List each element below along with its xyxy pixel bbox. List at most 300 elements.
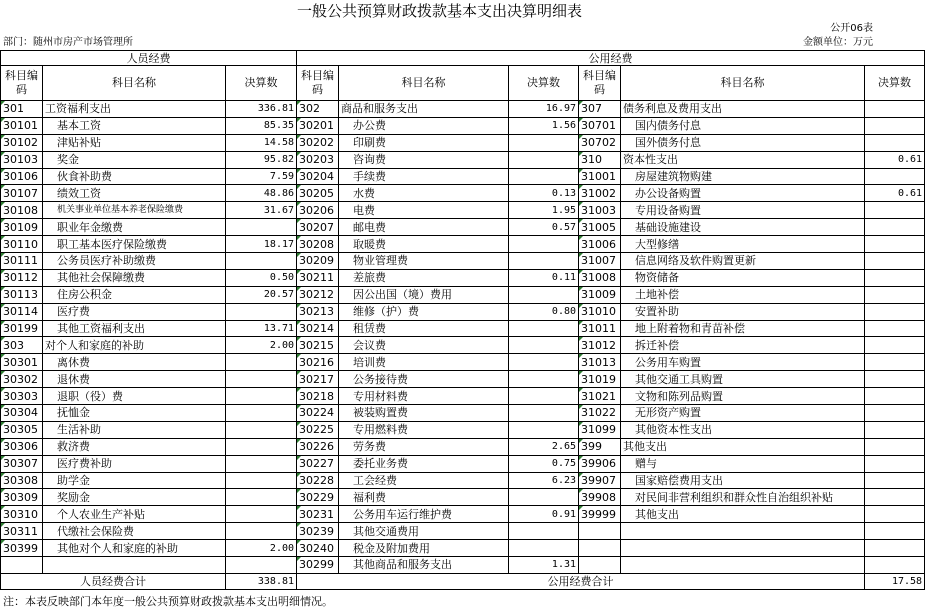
amount-value (509, 354, 579, 371)
subject-name: 职工基本医疗保险缴费 (43, 236, 226, 253)
subject-code: 30209 (297, 253, 339, 270)
header-name: 科目名称 (621, 66, 865, 101)
subject-name: 商品和服务支出 (339, 101, 509, 118)
table-row (1, 253, 925, 270)
subject-name: 房屋建筑物购建 (621, 168, 865, 185)
subject-name: 印刷费 (339, 134, 509, 151)
amount-value (509, 489, 579, 506)
subject-code: 30311 (1, 523, 43, 540)
table-row (1, 421, 925, 438)
amount-value: 14.58 (226, 134, 297, 151)
table-row (1, 371, 925, 388)
subject-name (43, 557, 226, 574)
subject-code (1, 557, 43, 574)
subject-code: 39906 (579, 455, 621, 472)
amount-value (509, 540, 579, 557)
subject-code: 30211 (297, 269, 339, 286)
subject-name: 其他交通费用 (339, 523, 509, 540)
table-row (1, 506, 925, 523)
subject-code: 30701 (579, 117, 621, 134)
subject-code: 30207 (297, 219, 339, 236)
subject-name: 个人农业生产补贴 (43, 506, 226, 523)
subject-name: 其他交通工具购置 (621, 371, 865, 388)
subject-name: 税金及附加费用 (339, 540, 509, 557)
table-row (1, 320, 925, 337)
header-code: 科目编码 (297, 66, 339, 101)
subject-name: 绩效工资 (43, 185, 226, 202)
subject-name: 公务接待费 (339, 371, 509, 388)
amount-value (865, 506, 925, 523)
subject-name: 无形资产购置 (621, 405, 865, 422)
amount-value (865, 455, 925, 472)
amount-value: 13.71 (226, 320, 297, 337)
table-row (1, 438, 925, 455)
subject-name: 奖金 (43, 151, 226, 168)
subject-name: 代缴社会保险费 (43, 523, 226, 540)
subject-code: 31001 (579, 168, 621, 185)
section-personnel: 人员经费 (1, 51, 297, 66)
subject-code: 30228 (297, 472, 339, 489)
header-name: 科目名称 (43, 66, 226, 101)
subject-name: 办公费 (339, 117, 509, 134)
subject-code: 30208 (297, 236, 339, 253)
subject-name: 国外债务付息 (621, 134, 865, 151)
amount-value: 20.57 (226, 286, 297, 303)
amount-value (865, 472, 925, 489)
subject-name: 物资储备 (621, 269, 865, 286)
amount-value: 18.17 (226, 236, 297, 253)
subject-code: 30204 (297, 168, 339, 185)
subject-name: 取暖费 (339, 236, 509, 253)
subject-code (579, 523, 621, 540)
subject-code: 30107 (1, 185, 43, 202)
amount-value (226, 388, 297, 405)
subject-name: 公务员医疗补助缴费 (43, 253, 226, 270)
table-row (1, 337, 925, 354)
amount-value (865, 540, 925, 557)
subject-code: 30309 (1, 489, 43, 506)
amount-value: 31.67 (226, 202, 297, 219)
amount-value: 48.86 (226, 185, 297, 202)
subject-name: 专用燃料费 (339, 421, 509, 438)
report-title: 一般公共预算财政拨款基本支出决算明细表 (296, 2, 582, 20)
subject-code: 30299 (297, 557, 339, 574)
table-row (1, 134, 925, 151)
amount-value (226, 421, 297, 438)
subject-code: 30218 (297, 388, 339, 405)
subject-name: 退职（役）费 (43, 388, 226, 405)
subject-name: 大型修缮 (621, 236, 865, 253)
subject-name: 对个人和家庭的补助 (43, 337, 226, 354)
subject-name: 其他对个人和家庭的补助 (43, 540, 226, 557)
subject-code: 30399 (1, 540, 43, 557)
subject-code: 30225 (297, 421, 339, 438)
subject-code: 31011 (579, 320, 621, 337)
subject-code: 30214 (297, 320, 339, 337)
amount-value (865, 438, 925, 455)
amount-value (226, 472, 297, 489)
subject-code: 30304 (1, 405, 43, 422)
amount-value (865, 320, 925, 337)
table-row (1, 117, 925, 134)
amount-value (865, 117, 925, 134)
amount-value (226, 405, 297, 422)
subject-code: 30205 (297, 185, 339, 202)
subject-code: 31021 (579, 388, 621, 405)
table-row (1, 202, 925, 219)
amount-value (509, 523, 579, 540)
subject-code: 31002 (579, 185, 621, 202)
column-header-row (1, 66, 925, 101)
subject-name: 奖励金 (43, 489, 226, 506)
amount-value: 0.75 (509, 455, 579, 472)
subject-code: 30111 (1, 253, 43, 270)
subject-code: 31010 (579, 303, 621, 320)
subject-code: 399 (579, 438, 621, 455)
subject-name: 信息网络及软件购置更新 (621, 253, 865, 270)
subject-code: 310 (579, 151, 621, 168)
subject-name: 文物和陈列品购置 (621, 388, 865, 405)
amount-value (865, 405, 925, 422)
subject-code: 30227 (297, 455, 339, 472)
header-amount: 决算数 (509, 66, 579, 101)
amount-value (226, 303, 297, 320)
subject-code: 30310 (1, 506, 43, 523)
subject-name: 地上附着物和青苗补偿 (621, 320, 865, 337)
table-row (1, 101, 925, 118)
subject-name: 专用设备购置 (621, 202, 865, 219)
table-row (1, 472, 925, 489)
subject-code: 30308 (1, 472, 43, 489)
subject-name: 因公出国（境）费用 (339, 286, 509, 303)
table-row (1, 236, 925, 253)
subject-code: 30103 (1, 151, 43, 168)
subject-name: 基础设施建设 (621, 219, 865, 236)
subject-name: 机关事业单位基本养老保险缴费 (43, 202, 226, 219)
amount-value: 1.56 (509, 117, 579, 134)
subject-code (579, 540, 621, 557)
table-row (1, 388, 925, 405)
subject-name: 水费 (339, 185, 509, 202)
subject-name: 退休费 (43, 371, 226, 388)
subject-name: 福利费 (339, 489, 509, 506)
subject-name: 助学金 (43, 472, 226, 489)
amount-value (865, 371, 925, 388)
table-row (1, 185, 925, 202)
amount-value (509, 236, 579, 253)
header-name: 科目名称 (339, 66, 509, 101)
header-amount: 决算数 (226, 66, 297, 101)
amount-value: 85.35 (226, 117, 297, 134)
amount-value (865, 557, 925, 574)
form-number: 公开06表 (830, 23, 873, 34)
table-row (1, 354, 925, 371)
amount-value (865, 101, 925, 118)
subject-code: 30109 (1, 219, 43, 236)
amount-value (226, 253, 297, 270)
table-row (1, 455, 925, 472)
subject-code: 31012 (579, 337, 621, 354)
amount-value: 0.91 (509, 506, 579, 523)
amount-value (865, 253, 925, 270)
subject-name: 会议费 (339, 337, 509, 354)
totals-row (1, 573, 925, 589)
subject-name: 被装购置费 (339, 405, 509, 422)
subject-name: 其他工资福利支出 (43, 320, 226, 337)
amount-value (509, 337, 579, 354)
amount-value (509, 168, 579, 185)
subject-name: 抚恤金 (43, 405, 226, 422)
subject-name (621, 557, 865, 574)
subject-code: 301 (1, 101, 43, 118)
table-row (1, 151, 925, 168)
subject-name: 其他商品和服务支出 (339, 557, 509, 574)
subject-code: 30102 (1, 134, 43, 151)
subject-code: 30202 (297, 134, 339, 151)
subject-name: 离休费 (43, 354, 226, 371)
subject-name: 工资福利支出 (43, 101, 226, 118)
amount-value (865, 236, 925, 253)
subject-name: 培训费 (339, 354, 509, 371)
subject-name: 住房公积金 (43, 286, 226, 303)
amount-value (865, 354, 925, 371)
section-header-row (1, 51, 925, 66)
personnel-total-label: 人员经费合计 (1, 573, 226, 589)
subject-name: 其他支出 (621, 438, 865, 455)
subject-name: 物业管理费 (339, 253, 509, 270)
subject-code: 303 (1, 337, 43, 354)
amount-value (865, 134, 925, 151)
amount-value: 0.13 (509, 185, 579, 202)
amount-value (226, 354, 297, 371)
header-amount: 决算数 (865, 66, 925, 101)
subject-code: 30199 (1, 320, 43, 337)
amount-value (509, 320, 579, 337)
subject-code: 30217 (297, 371, 339, 388)
amount-value (509, 388, 579, 405)
amount-value (865, 303, 925, 320)
amount-value (509, 405, 579, 422)
subject-name: 国内债务付息 (621, 117, 865, 134)
subject-code: 31009 (579, 286, 621, 303)
amount-value (865, 523, 925, 540)
subject-name: 维修（护）费 (339, 303, 509, 320)
amount-value (226, 557, 297, 574)
subject-name: 手续费 (339, 168, 509, 185)
subject-code: 31003 (579, 202, 621, 219)
subject-code: 30307 (1, 455, 43, 472)
amount-value: 0.11 (509, 269, 579, 286)
subject-code (579, 557, 621, 574)
subject-name: 其他资本性支出 (621, 421, 865, 438)
subject-code: 30110 (1, 236, 43, 253)
subject-code: 30106 (1, 168, 43, 185)
amount-value (226, 371, 297, 388)
subject-code: 30212 (297, 286, 339, 303)
subject-code: 30302 (1, 371, 43, 388)
subject-code: 30305 (1, 421, 43, 438)
amount-value: 0.80 (509, 303, 579, 320)
subject-code: 39908 (579, 489, 621, 506)
subject-name: 资本性支出 (621, 151, 865, 168)
subject-code: 30306 (1, 438, 43, 455)
amount-value (865, 168, 925, 185)
subject-name: 咨询费 (339, 151, 509, 168)
table-row (1, 540, 925, 557)
subject-name: 伙食补助费 (43, 168, 226, 185)
subject-name: 劳务费 (339, 438, 509, 455)
table-row (1, 168, 925, 185)
subject-code: 31005 (579, 219, 621, 236)
subject-name: 其他社会保障缴费 (43, 269, 226, 286)
subject-name: 医疗费 (43, 303, 226, 320)
subject-code: 30114 (1, 303, 43, 320)
subject-code: 31013 (579, 354, 621, 371)
subject-name: 安置补助 (621, 303, 865, 320)
subject-name: 对民间非营利组织和群众性自治组织补贴 (621, 489, 865, 506)
subject-name: 邮电费 (339, 219, 509, 236)
subject-name: 公务用车运行维护费 (339, 506, 509, 523)
amount-value (865, 489, 925, 506)
subject-code: 30113 (1, 286, 43, 303)
expenditure-table (0, 50, 925, 590)
subject-name: 差旅费 (339, 269, 509, 286)
subject-name: 办公设备购置 (621, 185, 865, 202)
amount-value: 2.00 (226, 540, 297, 557)
subject-name: 专用材料费 (339, 388, 509, 405)
subject-name: 赠与 (621, 455, 865, 472)
public-total-value: 17.58 (865, 573, 925, 589)
subject-code: 30201 (297, 117, 339, 134)
subject-code: 30702 (579, 134, 621, 151)
amount-value: 0.61 (865, 151, 925, 168)
subject-code: 39999 (579, 506, 621, 523)
subject-name: 工会经费 (339, 472, 509, 489)
table-row (1, 405, 925, 422)
amount-value: 7.59 (226, 168, 297, 185)
amount-value: 0.61 (865, 185, 925, 202)
subject-name: 基本工资 (43, 117, 226, 134)
subject-name: 公务用车购置 (621, 354, 865, 371)
subject-code: 30303 (1, 388, 43, 405)
subject-code: 30101 (1, 117, 43, 134)
subject-code: 30216 (297, 354, 339, 371)
table-row (1, 523, 925, 540)
section-public: 公用经费 (297, 51, 925, 66)
amount-value (226, 455, 297, 472)
subject-name: 其他支出 (621, 506, 865, 523)
amount-value (865, 388, 925, 405)
subject-name: 救济费 (43, 438, 226, 455)
footnote: 注：本表反映部门本年度一般公共预算财政拨款基本支出明细情况。 (3, 595, 333, 608)
amount-value (865, 337, 925, 354)
subject-code: 30229 (297, 489, 339, 506)
amount-value (509, 151, 579, 168)
amount-value (865, 269, 925, 286)
department-label: 部门：随州市房产市场管理所 (3, 37, 133, 48)
subject-code: 30213 (297, 303, 339, 320)
subject-code: 31022 (579, 405, 621, 422)
subject-code: 30215 (297, 337, 339, 354)
subject-code: 31099 (579, 421, 621, 438)
subject-name: 国家赔偿费用支出 (621, 472, 865, 489)
amount-value: 16.97 (509, 101, 579, 118)
table-row (1, 286, 925, 303)
amount-value (226, 523, 297, 540)
amount-value: 6.23 (509, 472, 579, 489)
amount-unit-label: 金额单位：万元 (803, 37, 873, 48)
amount-value (226, 506, 297, 523)
subject-code: 31008 (579, 269, 621, 286)
table-row (1, 489, 925, 506)
personnel-total-value: 338.81 (226, 573, 297, 589)
subject-code: 30301 (1, 354, 43, 371)
amount-value: 2.00 (226, 337, 297, 354)
subject-name (621, 540, 865, 557)
subject-code: 30224 (297, 405, 339, 422)
amount-value (509, 286, 579, 303)
amount-value: 0.50 (226, 269, 297, 286)
subject-name: 生活补助 (43, 421, 226, 438)
subject-name: 土地补偿 (621, 286, 865, 303)
amount-value (509, 371, 579, 388)
table-row (1, 269, 925, 286)
subject-code: 30231 (297, 506, 339, 523)
subject-code: 31006 (579, 236, 621, 253)
public-total-label: 公用经费合计 (297, 573, 865, 589)
amount-value (509, 421, 579, 438)
subject-name: 委托业务费 (339, 455, 509, 472)
amount-value (865, 202, 925, 219)
subject-code: 30108 (1, 202, 43, 219)
subject-name: 电费 (339, 202, 509, 219)
amount-value: 1.95 (509, 202, 579, 219)
subject-code: 30112 (1, 269, 43, 286)
amount-value (226, 219, 297, 236)
subject-code: 307 (579, 101, 621, 118)
amount-value (865, 421, 925, 438)
subject-name: 租赁费 (339, 320, 509, 337)
amount-value: 2.65 (509, 438, 579, 455)
subject-name: 债务利息及费用支出 (621, 101, 865, 118)
amount-value: 1.31 (509, 557, 579, 574)
amount-value (865, 286, 925, 303)
subject-code: 30206 (297, 202, 339, 219)
subject-code: 30203 (297, 151, 339, 168)
subject-code: 30226 (297, 438, 339, 455)
header-code: 科目编码 (1, 66, 43, 101)
amount-value (865, 219, 925, 236)
subject-name (621, 523, 865, 540)
subject-code: 31007 (579, 253, 621, 270)
amount-value: 336.81 (226, 101, 297, 118)
header-code: 科目编码 (579, 66, 621, 101)
table-row (1, 557, 925, 574)
subject-code: 30239 (297, 523, 339, 540)
subject-code: 30240 (297, 540, 339, 557)
subject-code: 31019 (579, 371, 621, 388)
subject-name: 拆迁补偿 (621, 337, 865, 354)
amount-value: 0.57 (509, 219, 579, 236)
table-row (1, 219, 925, 236)
subject-name: 职业年金缴费 (43, 219, 226, 236)
amount-value (226, 489, 297, 506)
subject-name: 医疗费补助 (43, 455, 226, 472)
amount-value (509, 134, 579, 151)
amount-value (509, 253, 579, 270)
amount-value: 95.82 (226, 151, 297, 168)
table-row (1, 303, 925, 320)
